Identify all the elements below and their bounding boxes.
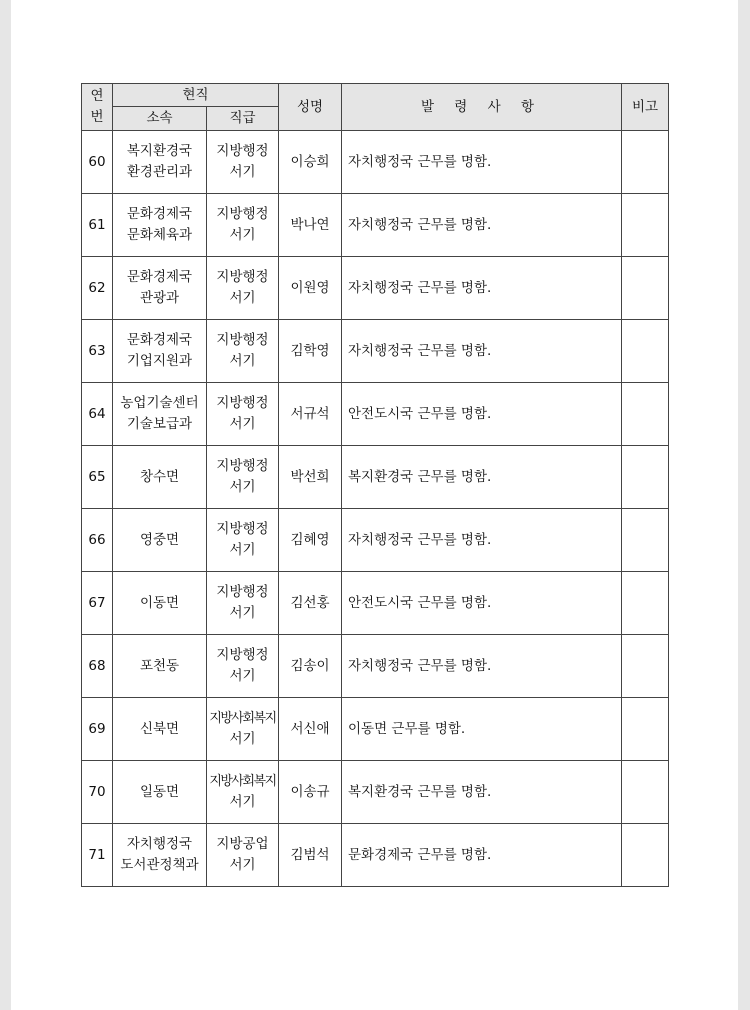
table-row xyxy=(82,698,669,761)
affiliation-cell xyxy=(113,131,207,194)
name-cell: 김혜영 xyxy=(279,509,342,572)
table-row xyxy=(82,257,669,320)
table-row xyxy=(82,761,669,824)
rank-line2: 서기 xyxy=(229,794,256,810)
rank-line2: 서기 xyxy=(229,290,256,306)
note-cell xyxy=(622,509,669,572)
affiliation-cell xyxy=(113,824,207,887)
rank-line1: 지방행정 xyxy=(216,269,269,285)
rank-cell xyxy=(207,383,279,446)
note-cell xyxy=(622,257,669,320)
rank-line2: 서기 xyxy=(229,731,256,747)
seq-header-line2: 번 xyxy=(90,109,104,125)
table-row xyxy=(82,446,669,509)
rank-line1: 지방행정 xyxy=(216,647,269,663)
name-cell: 김학영 xyxy=(279,320,342,383)
table-row xyxy=(82,509,669,572)
rank-line1: 지방사회복지 xyxy=(209,711,276,726)
note-cell xyxy=(622,320,669,383)
rank-cell xyxy=(207,509,279,572)
personnel-order-table xyxy=(81,83,669,887)
rank-cell xyxy=(207,698,279,761)
affiliation-cell xyxy=(113,257,207,320)
note-cell xyxy=(622,761,669,824)
seq-cell: 64 xyxy=(82,383,113,446)
affiliation-line1: 창수면 xyxy=(139,468,180,485)
affiliation-line2: 관광과 xyxy=(139,290,180,306)
affiliation-line1: 문화경제국 xyxy=(126,269,193,285)
affiliation-cell xyxy=(113,383,207,446)
affiliation-cell xyxy=(113,572,207,635)
rank-line2: 서기 xyxy=(229,353,256,369)
seq-cell: 63 xyxy=(82,320,113,383)
rank-cell xyxy=(207,446,279,509)
name-cell: 이송규 xyxy=(279,761,342,824)
affiliation-cell xyxy=(113,635,207,698)
current-position-header: 현직 xyxy=(113,84,279,107)
affiliation-line2: 환경관리과 xyxy=(126,164,193,180)
seq-header xyxy=(82,84,113,131)
affiliation-line2: 도서관정책과 xyxy=(120,857,199,873)
rank-line2: 서기 xyxy=(229,416,256,432)
affiliation-line1: 영중면 xyxy=(139,531,180,548)
document-page xyxy=(11,0,738,1010)
note-cell xyxy=(622,131,669,194)
affiliation-line2: 기업지원과 xyxy=(126,353,193,369)
rank-line1: 지방행정 xyxy=(216,143,269,159)
note-cell xyxy=(622,824,669,887)
table-row xyxy=(82,320,669,383)
rank-line1: 지방공업 xyxy=(216,836,269,852)
affiliation-line1: 자치행정국 xyxy=(126,836,193,852)
table-row xyxy=(82,572,669,635)
rank-line2: 서기 xyxy=(229,857,256,873)
affiliation-cell xyxy=(113,320,207,383)
seq-cell: 70 xyxy=(82,761,113,824)
name-cell: 김범석 xyxy=(279,824,342,887)
note-cell xyxy=(622,635,669,698)
rank-line1: 지방행정 xyxy=(216,206,269,222)
rank-cell xyxy=(207,761,279,824)
note-cell xyxy=(622,698,669,761)
seq-header-line1: 연 xyxy=(90,88,104,104)
rank-line1: 지방행정 xyxy=(216,584,269,600)
affiliation-line2: 기술보급과 xyxy=(126,416,193,432)
affiliation-cell xyxy=(113,194,207,257)
rank-line1: 지방행정 xyxy=(216,332,269,348)
action-cell: 안전도시국 근무를 명함. xyxy=(342,572,622,635)
name-cell: 서규석 xyxy=(279,383,342,446)
action-cell: 자치행정국 근무를 명함. xyxy=(342,194,622,257)
affiliation-cell xyxy=(113,698,207,761)
action-cell: 이동면 근무를 명함. xyxy=(342,698,622,761)
seq-cell: 65 xyxy=(82,446,113,509)
affiliation-line1: 포천동 xyxy=(139,657,180,674)
seq-cell: 66 xyxy=(82,509,113,572)
affiliation-line2: 문화체육과 xyxy=(126,227,193,243)
rank-cell xyxy=(207,320,279,383)
rank-cell xyxy=(207,194,279,257)
affiliation-line1: 신북면 xyxy=(139,720,180,737)
name-cell: 박선희 xyxy=(279,446,342,509)
affiliation-header: 소속 xyxy=(113,107,207,131)
seq-cell: 60 xyxy=(82,131,113,194)
name-cell: 이승희 xyxy=(279,131,342,194)
rank-cell xyxy=(207,824,279,887)
affiliation-line1: 문화경제국 xyxy=(126,332,193,348)
name-cell: 박나연 xyxy=(279,194,342,257)
rank-line2: 서기 xyxy=(229,479,256,495)
seq-cell: 62 xyxy=(82,257,113,320)
note-cell xyxy=(622,383,669,446)
name-header: 성명 xyxy=(279,84,342,131)
rank-cell xyxy=(207,257,279,320)
affiliation-line1: 복지환경국 xyxy=(126,143,193,159)
action-cell: 안전도시국 근무를 명함. xyxy=(342,383,622,446)
rank-line2: 서기 xyxy=(229,668,256,684)
seq-cell: 61 xyxy=(82,194,113,257)
note-cell xyxy=(622,446,669,509)
table-row xyxy=(82,635,669,698)
affiliation-line1: 농업기술센터 xyxy=(120,395,199,411)
affiliation-line1: 이동면 xyxy=(139,594,180,611)
action-cell: 자치행정국 근무를 명함. xyxy=(342,635,622,698)
action-cell: 자치행정국 근무를 명함. xyxy=(342,257,622,320)
rank-cell xyxy=(207,635,279,698)
rank-header: 직급 xyxy=(207,107,279,131)
rank-line2: 서기 xyxy=(229,227,256,243)
action-cell: 복지환경국 근무를 명함. xyxy=(342,761,622,824)
note-cell xyxy=(622,572,669,635)
name-cell: 서신애 xyxy=(279,698,342,761)
table-row xyxy=(82,383,669,446)
rank-line1: 지방사회복지 xyxy=(209,774,276,789)
action-cell: 자치행정국 근무를 명함. xyxy=(342,320,622,383)
rank-line2: 서기 xyxy=(229,605,256,621)
rank-line1: 지방행정 xyxy=(216,521,269,537)
action-cell: 문화경제국 근무를 명함. xyxy=(342,824,622,887)
action-cell: 자치행정국 근무를 명함. xyxy=(342,509,622,572)
name-cell: 이원영 xyxy=(279,257,342,320)
rank-cell xyxy=(207,131,279,194)
name-cell: 김송이 xyxy=(279,635,342,698)
action-cell: 자치행정국 근무를 명함. xyxy=(342,131,622,194)
table-row xyxy=(82,824,669,887)
seq-cell: 67 xyxy=(82,572,113,635)
rank-line1: 지방행정 xyxy=(216,458,269,474)
rank-line2: 서기 xyxy=(229,164,256,180)
rank-line1: 지방행정 xyxy=(216,395,269,411)
affiliation-cell xyxy=(113,446,207,509)
affiliation-line1: 일동면 xyxy=(139,783,180,800)
note-header: 비고 xyxy=(622,84,669,131)
rank-line2: 서기 xyxy=(229,542,256,558)
affiliation-line1: 문화경제국 xyxy=(126,206,193,222)
affiliation-cell xyxy=(113,761,207,824)
table-row xyxy=(82,194,669,257)
table-row xyxy=(82,131,669,194)
seq-cell: 68 xyxy=(82,635,113,698)
name-cell: 김선홍 xyxy=(279,572,342,635)
seq-cell: 69 xyxy=(82,698,113,761)
action-header: 발 령 사 항 xyxy=(342,84,622,131)
rank-cell xyxy=(207,572,279,635)
affiliation-cell xyxy=(113,509,207,572)
seq-cell: 71 xyxy=(82,824,113,887)
note-cell xyxy=(622,194,669,257)
action-cell: 복지환경국 근무를 명함. xyxy=(342,446,622,509)
